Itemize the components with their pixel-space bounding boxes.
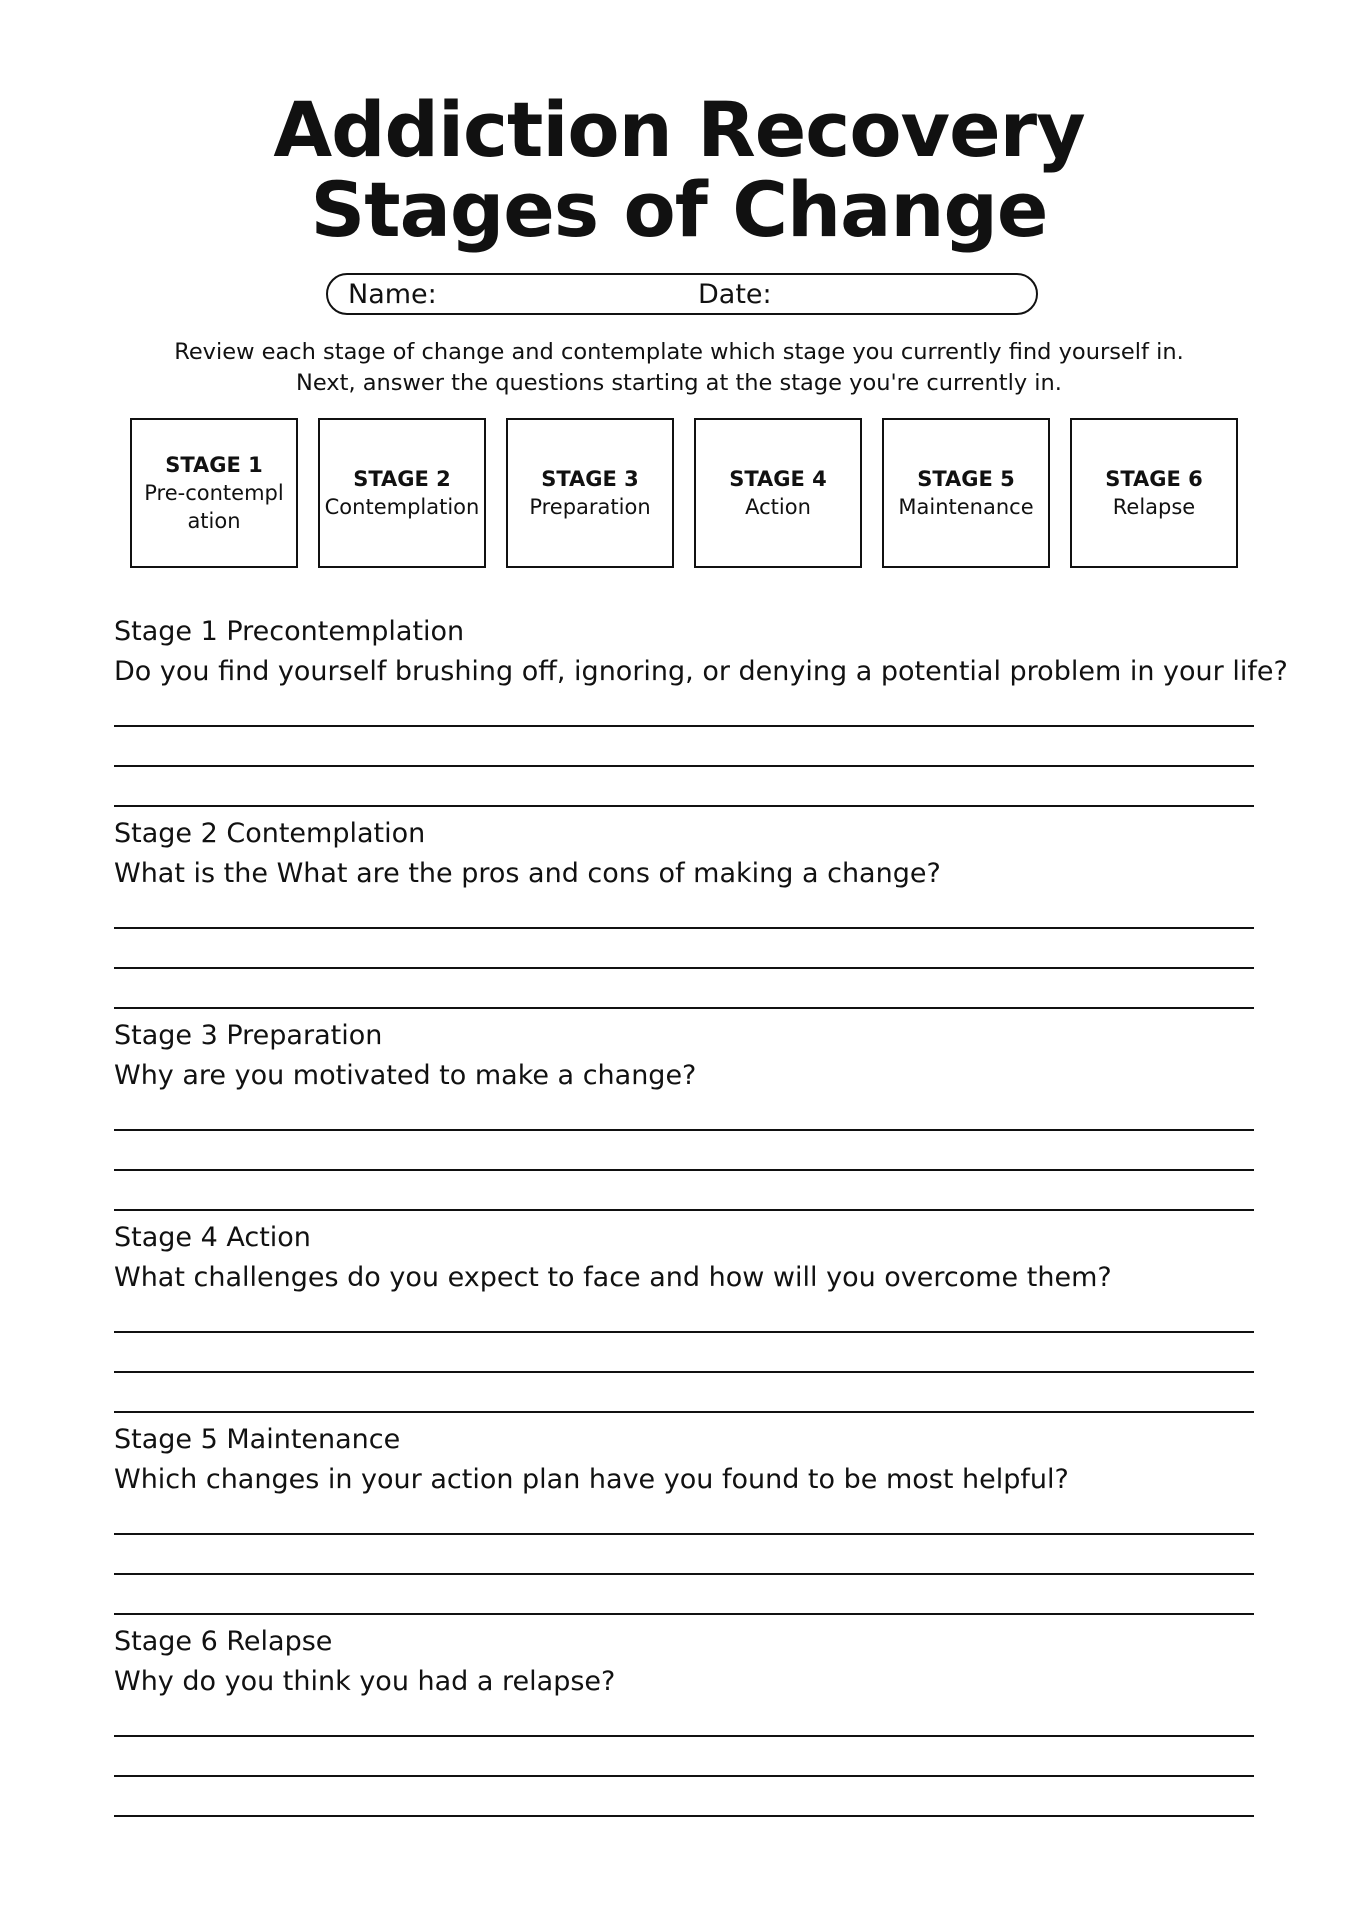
answer-line[interactable] — [114, 765, 1254, 767]
date-label: Date: — [698, 279, 772, 310]
answer-line[interactable] — [114, 1573, 1254, 1575]
answer-line[interactable] — [114, 1331, 1254, 1333]
stage-box-title: STAGE 5 — [917, 467, 1015, 491]
answer-line[interactable] — [114, 967, 1254, 969]
question-section-2 — [114, 814, 1254, 1014]
answer-line[interactable] — [114, 1411, 1254, 1413]
section-question: Do you find yourself brushing off, ignoring, or denying a potential problem in your life? — [114, 656, 1288, 687]
answer-line[interactable] — [114, 1007, 1254, 1009]
question-section-1 — [114, 612, 1288, 812]
stage-box-2 — [318, 418, 486, 568]
answer-line[interactable] — [114, 1815, 1254, 1817]
answer-line[interactable] — [114, 1735, 1254, 1737]
answer-line[interactable] — [114, 1129, 1254, 1131]
answer-line[interactable] — [114, 1209, 1254, 1211]
answer-line[interactable] — [114, 725, 1254, 727]
answer-line[interactable] — [114, 1371, 1254, 1373]
answer-line[interactable] — [114, 927, 1254, 929]
question-section-3 — [114, 1016, 1254, 1216]
section-question: Why are you motivated to make a change? — [114, 1060, 697, 1091]
section-heading: Stage 2 Contemplation — [114, 818, 426, 849]
section-heading: Stage 6 Relapse — [114, 1626, 333, 1657]
section-question: What is the What are the pros and cons of making a change? — [114, 858, 941, 889]
question-section-6 — [114, 1622, 1254, 1822]
answer-line[interactable] — [114, 805, 1254, 807]
stage-box-4 — [694, 418, 862, 568]
section-heading: Stage 4 Action — [114, 1222, 311, 1253]
stage-box-title: STAGE 1 — [165, 453, 263, 477]
section-heading: Stage 3 Preparation — [114, 1020, 383, 1051]
question-section-5 — [114, 1420, 1254, 1620]
section-heading: Stage 5 Maintenance — [114, 1424, 401, 1455]
page-title-line-2: Stages of Change — [310, 165, 1048, 254]
answer-line[interactable] — [114, 1775, 1254, 1777]
stage-box-title: STAGE 2 — [353, 467, 451, 491]
instructions-line-1: Review each stage of change and contemplate which stage you currently find yourself in. — [174, 339, 1184, 365]
stage-box-name: Contemplation — [324, 495, 480, 519]
page-title-line-1: Addiction Recovery — [273, 85, 1085, 174]
stage-box-title: STAGE 3 — [541, 467, 639, 491]
answer-line[interactable] — [114, 1613, 1254, 1615]
instructions-line-2: Next, answer the questions starting at the stage you're currently in. — [296, 370, 1062, 396]
stage-box-3 — [506, 418, 674, 568]
stage-box-title: STAGE 4 — [729, 467, 827, 491]
stage-box-5 — [882, 418, 1050, 568]
section-question: What challenges do you expect to face and how will you overcome them? — [114, 1262, 1112, 1293]
stage-box-name: Relapse — [1112, 495, 1196, 519]
answer-line[interactable] — [114, 1533, 1254, 1535]
stage-box-name: Action — [745, 495, 811, 519]
stage-box-name: Maintenance — [898, 495, 1034, 519]
name-label: Name: — [348, 279, 437, 310]
name-date-field[interactable] — [326, 273, 1038, 315]
answer-line[interactable] — [114, 1169, 1254, 1171]
question-section-4 — [114, 1218, 1254, 1418]
stage-box-6 — [1070, 418, 1238, 568]
stage-box-1 — [130, 418, 298, 568]
section-question: Why do you think you had a relapse? — [114, 1666, 616, 1697]
stage-box-name: Preparation — [529, 495, 651, 519]
section-question: Which changes in your action plan have you found to be most helpful? — [114, 1464, 1069, 1495]
section-heading: Stage 1 Precontemplation — [114, 616, 465, 647]
stage-box-name: Pre-contemplation — [144, 481, 284, 533]
stage-box-title: STAGE 6 — [1105, 467, 1203, 491]
